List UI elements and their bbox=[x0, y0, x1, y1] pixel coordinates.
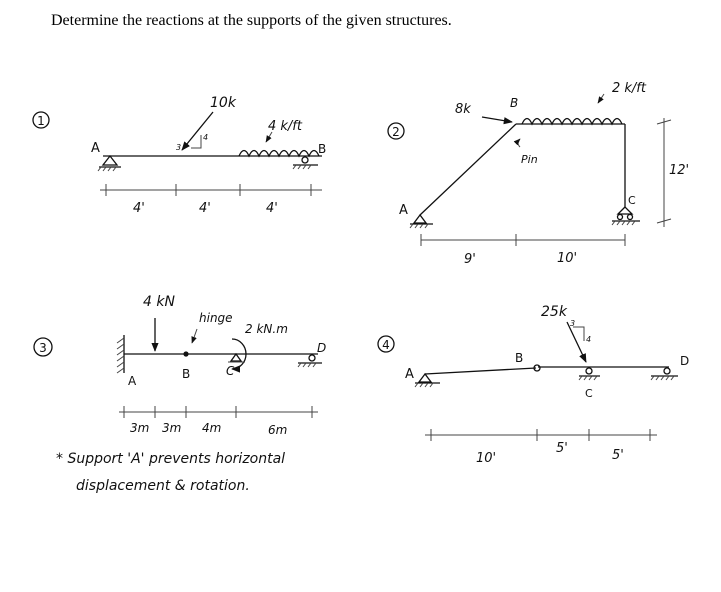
problem-4-beam-ab bbox=[425, 368, 536, 374]
problem-3 bbox=[34, 294, 326, 494]
problem-3-hinge-label: hinge bbox=[199, 311, 233, 325]
problem-1-point-load-label: 10k bbox=[210, 95, 236, 111]
problem-4-point-load-arrow bbox=[567, 322, 586, 362]
problem-1-label-a: A bbox=[91, 141, 100, 156]
problem-2-label-c: C bbox=[628, 194, 636, 207]
problem-2-member-ab bbox=[420, 124, 516, 215]
problem-3-note-line1: * Support 'A' prevents horizontal bbox=[56, 451, 286, 467]
problem-1-dim-2: 4' bbox=[199, 201, 211, 216]
problem-4-label-a: A bbox=[405, 367, 414, 382]
problem-3-hinge-dot bbox=[183, 351, 188, 356]
problem-2-distributed-load bbox=[522, 119, 622, 125]
problem-4-support-d bbox=[651, 368, 678, 380]
problem-1-dim-1: 4' bbox=[133, 201, 145, 216]
problem-2-point-load-label: 8k bbox=[455, 102, 471, 117]
problem-3-note-line2: displacement & rotation. bbox=[76, 478, 250, 494]
problem-1-slope-3: 3 bbox=[176, 143, 182, 152]
problem-2-dim-right: 10' bbox=[557, 251, 578, 266]
problem-4-slope-3: 3 bbox=[570, 319, 576, 328]
problem-3-dim-3: 4m bbox=[202, 421, 222, 435]
problem-1-point-load-arrow bbox=[182, 112, 213, 150]
problem-2-number: 2 bbox=[392, 125, 400, 139]
problem-3-label-c: C bbox=[226, 364, 235, 378]
problem-1-support-a bbox=[98, 156, 121, 171]
problem-3-support-d bbox=[298, 355, 322, 367]
problem-3-dim-1: 3m bbox=[130, 421, 150, 435]
problem-3-number: 3 bbox=[39, 341, 47, 355]
problem-4-slope-4: 4 bbox=[586, 335, 592, 344]
problem-1-distributed-label: 4 k/ft bbox=[268, 119, 302, 134]
problem-4-number: 4 bbox=[382, 338, 390, 352]
problem-1-dim-3: 4' bbox=[266, 201, 278, 216]
problem-2-dim-left: 9' bbox=[464, 252, 476, 267]
problem-4-support-a bbox=[415, 374, 440, 387]
problem-4-label-c: C bbox=[585, 387, 593, 400]
problem-3-moment-label: 2 kN.m bbox=[245, 322, 288, 336]
problem-3-dim-2: 3m bbox=[162, 421, 182, 435]
problem-4-dim-2: 5' bbox=[556, 441, 568, 456]
problem-4-point-load-label: 25k bbox=[541, 304, 567, 320]
problem-4-dim-1: 10' bbox=[476, 451, 497, 466]
problem-4-support-c bbox=[579, 368, 600, 380]
problem-2-pin-arrow bbox=[518, 139, 520, 147]
problem-3-dim-4: 6m bbox=[268, 423, 288, 437]
problem-3-label-d: D bbox=[317, 341, 327, 355]
problem-2-distributed-arrow bbox=[598, 94, 604, 103]
problem-3-point-load-label: 4 kN bbox=[143, 294, 175, 310]
problem-2-distributed-label: 2 k/ft bbox=[612, 81, 646, 96]
problem-1-support-b bbox=[293, 157, 318, 169]
problem-3-support-c bbox=[228, 354, 245, 362]
problem-2-label-b: B bbox=[510, 96, 519, 110]
problem-2-point-load-arrow bbox=[482, 117, 512, 122]
problem-2-pin-label: Pin bbox=[521, 153, 538, 166]
problem-2 bbox=[388, 81, 689, 267]
problem-1-distributed-load bbox=[239, 151, 319, 157]
problem-4-label-b: B bbox=[515, 351, 524, 365]
problem-1 bbox=[33, 95, 326, 216]
problem-2-support-c bbox=[612, 207, 640, 225]
problem-2-dim-height: 12' bbox=[669, 163, 690, 178]
problem-3-label-a: A bbox=[128, 374, 137, 388]
problem-2-support-a bbox=[410, 215, 433, 228]
problem-1-slope-4: 4 bbox=[203, 133, 209, 142]
problem-1-number: 1 bbox=[37, 114, 45, 128]
problem-3-hinge-arrow bbox=[192, 329, 197, 343]
page-title: Determine the reactions at the supports of the given structures. bbox=[51, 12, 452, 29]
problem-3-fixed-support-a bbox=[117, 335, 124, 373]
problem-1-label-b: B bbox=[318, 142, 327, 156]
problem-2-label-a: A bbox=[399, 203, 408, 218]
problem-4 bbox=[378, 304, 689, 466]
problem-4-dim-3: 5' bbox=[612, 448, 624, 463]
problem-3-label-b: B bbox=[182, 367, 191, 381]
problem-4-label-d: D bbox=[680, 354, 690, 368]
